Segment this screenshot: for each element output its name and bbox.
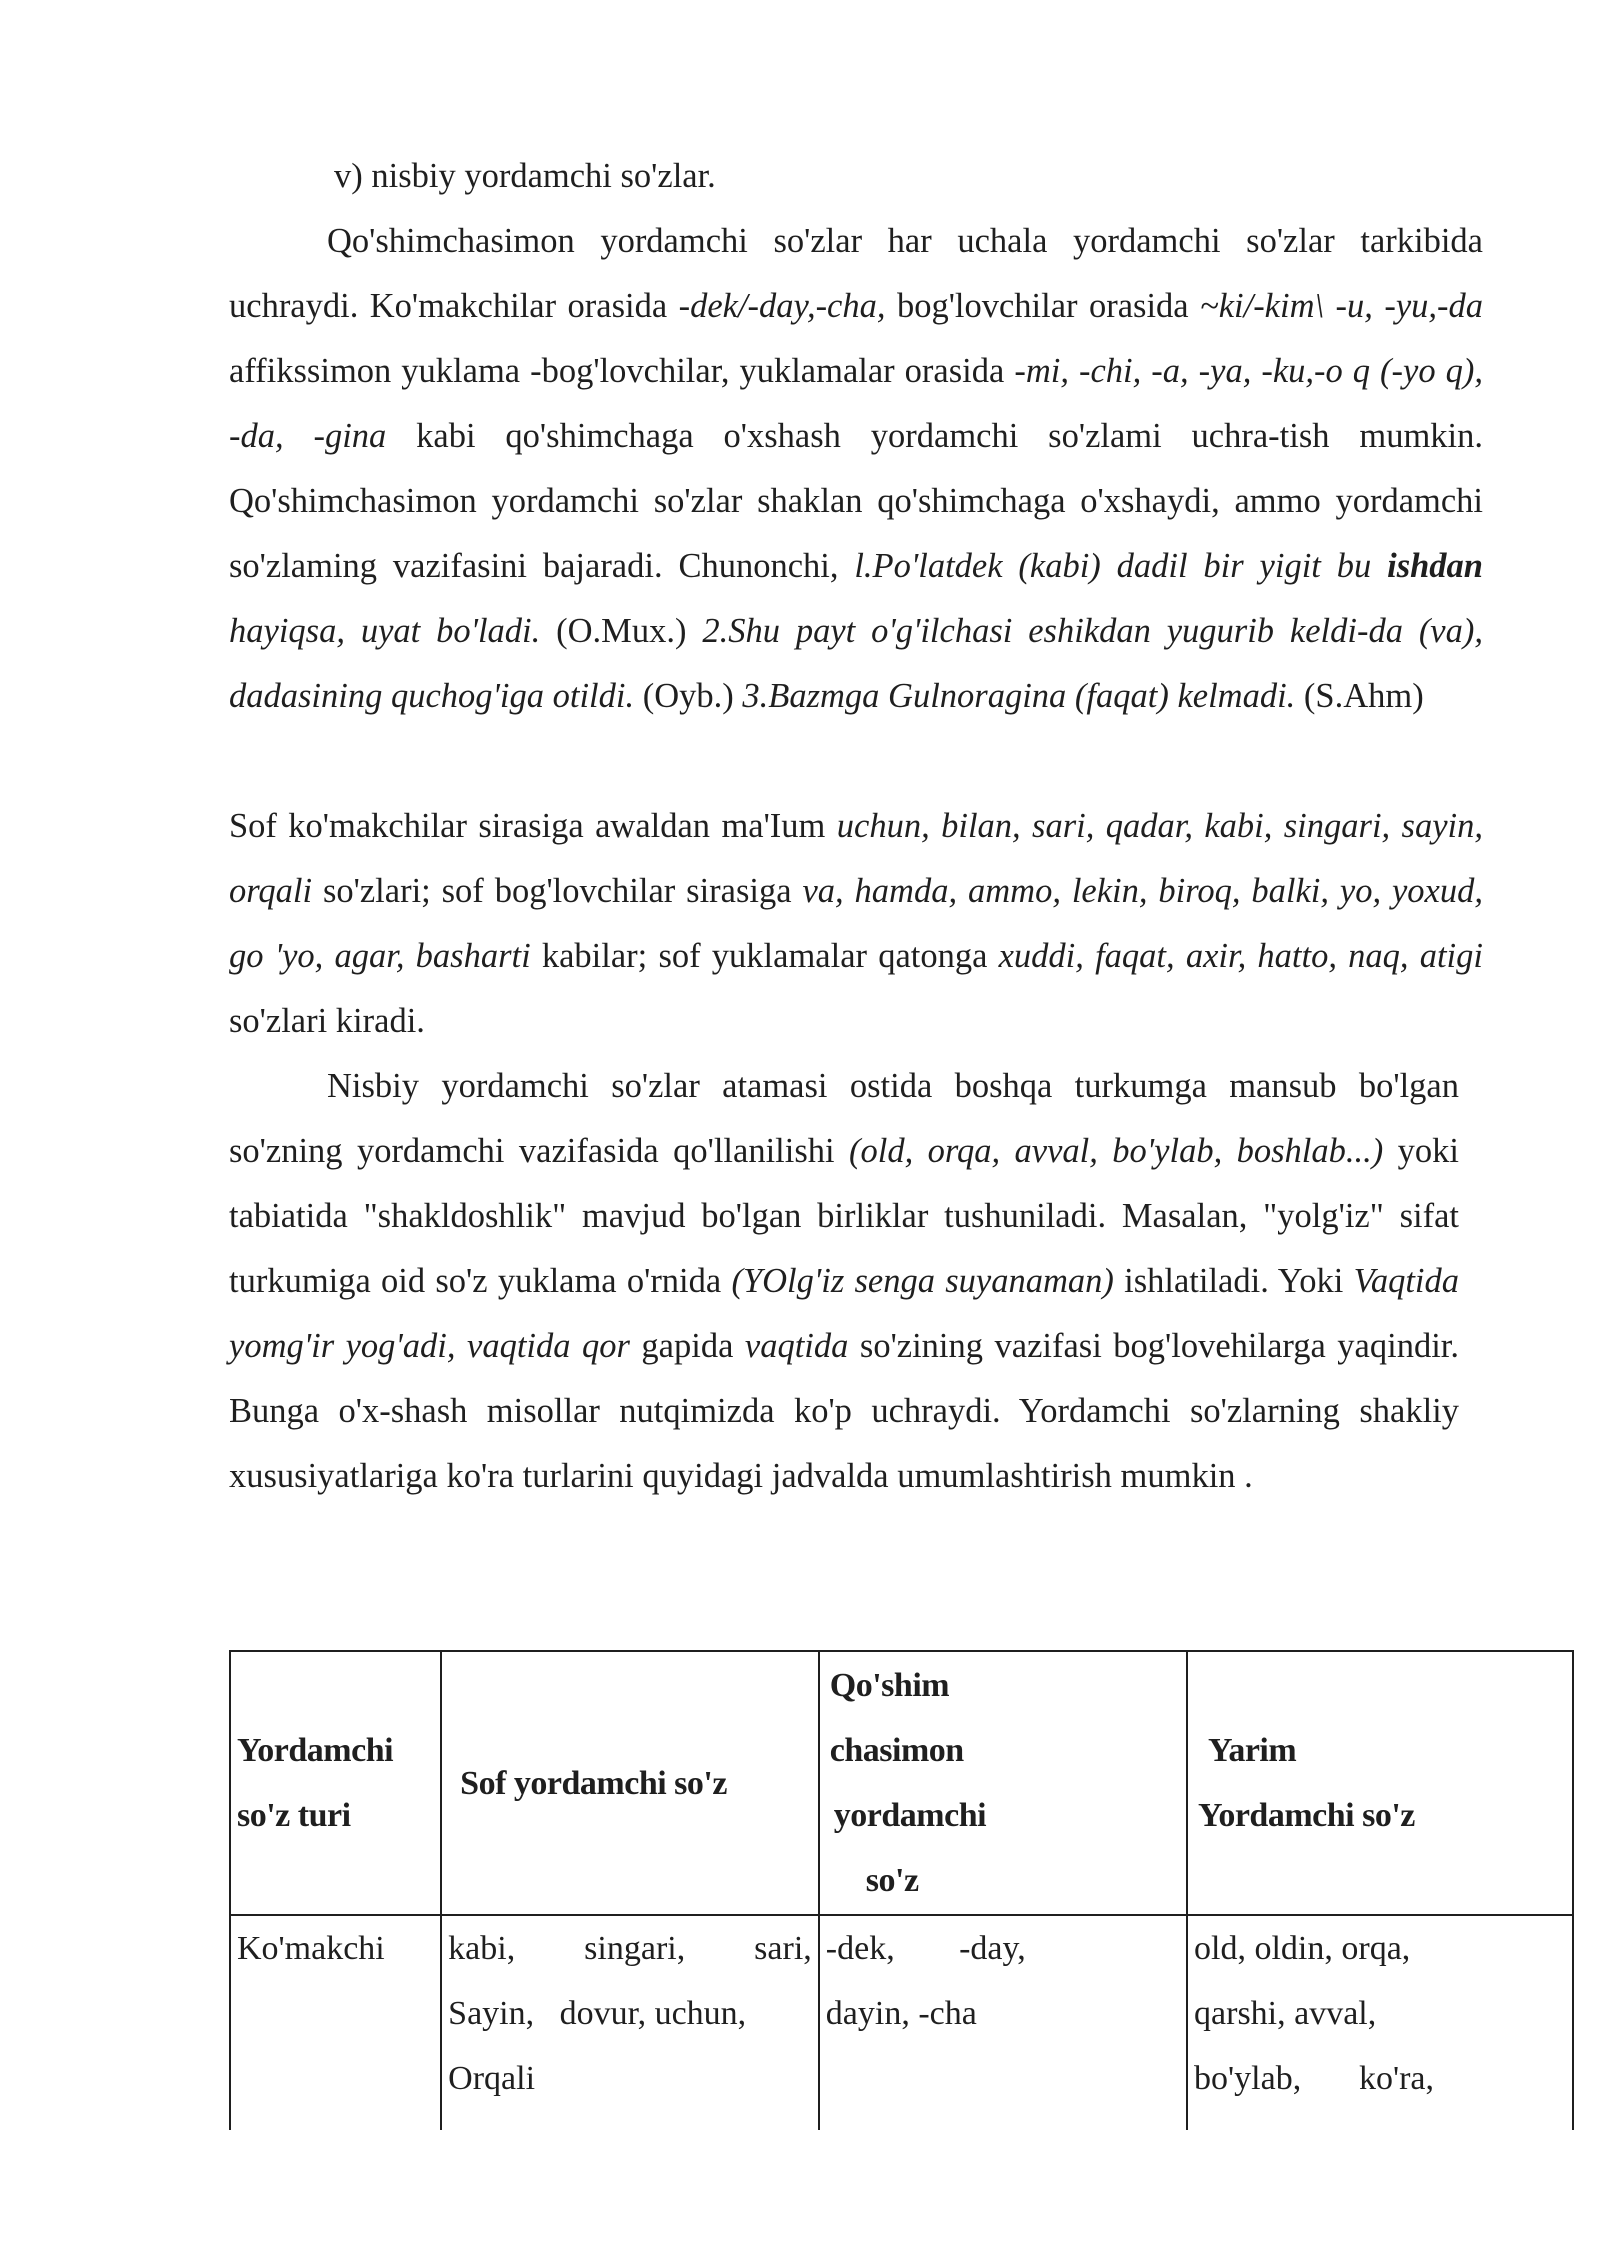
header-sof-yordamchi	[441, 1651, 819, 1915]
cell-line	[448, 1916, 812, 1981]
cell-word: -dek,	[825, 1930, 895, 1967]
text-run: kabilar; sof yuklamalar qatonga	[530, 937, 999, 975]
cell-word: Sayin,	[448, 1995, 535, 2032]
italic-run: va, hamda, ammo, lekin, biroq, balki, yo, yoxud, go 'yo, agar, basharti	[229, 872, 1483, 975]
header-qoshimchasimon	[819, 1651, 1187, 1915]
text-run: (S.Ahm)	[1295, 677, 1424, 715]
italic-run: hayiqsa, uyat bo'ladi.	[229, 612, 541, 650]
header-line: Qo'shim	[829, 1667, 950, 1704]
table-row	[230, 1915, 1573, 2130]
italic-run: 3.Bazmga Gulnoragina (faqat) kelmadi.	[742, 677, 1296, 715]
text-run: affikssimon yuklama -bog'lovchilar, yuklamalar orasida	[229, 352, 1015, 390]
italic-run: 2.Shu payt o'g'ilchasi eshikdan yugurib keldi-da (va), dadasining quchog'iga otildi.	[229, 612, 1483, 715]
italic-run: ishdan	[1387, 547, 1483, 585]
text-run: so'zlari; sof bog'lovchilar sirasiga	[312, 872, 803, 910]
text-run: (O.Mux.)	[540, 612, 703, 650]
cell-text: Ko'makchi	[237, 1930, 385, 1967]
italic-run: xuddi, faqat, axir, hatto, naq, atigi	[998, 937, 1483, 975]
italic-run: -dek/-day,-cha,	[678, 287, 886, 325]
header-line: Sof yordamchi so'z	[460, 1764, 727, 1802]
italic-run: Vaqtida yomg'ir yog'adi, vaqtida qor	[229, 1262, 1459, 1365]
header-line: so'z	[865, 1862, 919, 1899]
text-run: gapida	[629, 1327, 745, 1365]
list-item-nisbiy: v) nisbiy yordamchi so'zlar.	[334, 157, 716, 195]
cell-line: dayin, -cha	[825, 1995, 977, 2032]
cell-komakchi	[230, 1915, 441, 2130]
table-header-row	[230, 1651, 1573, 1915]
text-run: so'zlari kiradi.	[229, 1002, 425, 1040]
cell-word: dovur, uchun,	[559, 1995, 747, 2032]
cell-sof-examples	[441, 1915, 819, 2130]
header-line: Yarim	[1208, 1732, 1297, 1769]
cell-word: ko'ra,	[1358, 2060, 1435, 2097]
classification-table	[229, 1650, 1574, 2130]
cell-line: Orqali	[448, 2060, 536, 2097]
cell-word: sari,	[754, 1930, 812, 1967]
italic-run: (YOlg'iz senga suyanaman)	[731, 1262, 1114, 1300]
text-run: kabi qo'shimchaga o'xshash yordamchi so'zlami uchra-tish mumkin. Qo'shimchasimon yordamchi so'zlar shaklan qo'shimchaga o'xshaydi, ammo yordamchi so'zlaming vazifasini bajaradi. Chunonchi,	[229, 417, 1483, 585]
cell-word: -day,	[959, 1930, 1026, 1967]
italic-run: vaqtida	[744, 1327, 849, 1365]
cell-word: singari,	[584, 1930, 686, 1967]
header-yarim-yordamchi	[1187, 1651, 1573, 1915]
header-yordamchi-soz-turi	[230, 1651, 441, 1915]
paragraph-qoshimchasimon	[229, 209, 1483, 729]
italic-run: l.Po'latdek (kabi) dadil bir yigit bu	[854, 547, 1388, 585]
text-run: (Oyb.)	[634, 677, 743, 715]
text-run: Nisbiy yordamchi so'zlar atamasi ostida boshqa turkumga mansub bo'lgan so'zning yordamchi vazifasida qo'llanilishi	[229, 1067, 1459, 1170]
italic-run: (old, orqa, avval, bo'ylab, boshlab...)	[849, 1132, 1384, 1170]
cell-line	[448, 1981, 812, 2046]
header-line: Yordamchi so'z	[1198, 1797, 1415, 1834]
italic-run: ~ki/-kim\ -u, -yu,-da	[1200, 287, 1483, 325]
cell-word: bo'ylab,	[1194, 2060, 1302, 2097]
cell-yarim-examples	[1187, 1915, 1573, 2130]
text-run: so'zining vazifasi bog'lovehilarga yaqindir. Bunga o'x-shash misollar nutqimizda ko'p uchraydi. Yordamchi so'zlarning shakliy xususiyatlariga ko'ra turlarini quyidagi jadvalda umumlashtirish mumkin .	[229, 1327, 1460, 1495]
cell-line	[826, 1916, 1026, 1981]
italic-run: -mi, -chi, -a, -ya, -ku,-o q (-yo q), -da, -gina	[229, 352, 1483, 455]
header-line: yordamchi	[833, 1797, 987, 1834]
text-run: Qo'shimchasimon yordamchi so'zlar har uchala yordamchi so'zlar tarkibida uchraydi. Ko'makchilar orasida	[229, 222, 1483, 325]
text-run: ishlatiladi. Yoki	[1113, 1262, 1354, 1300]
italic-run: uchun, bilan, sari, qadar, kabi, singari, sayin, orqali	[229, 807, 1483, 910]
paragraph-nisbiy-yordamchi	[229, 1054, 1459, 1509]
cell-line: old, oldin, orqa,	[1194, 1930, 1411, 1967]
cell-qoshimchasimon-examples	[819, 1915, 1187, 2130]
paragraph-sof-komakchilar	[229, 794, 1483, 1054]
header-line: Yordamchi	[237, 1732, 394, 1769]
header-line: so'z turi	[237, 1797, 351, 1834]
text-run: Sof ko'makchilar sirasiga awaldan ma'Ium	[229, 807, 837, 845]
cell-word: kabi,	[448, 1930, 516, 1967]
text-run: yoki tabiatida "shakldoshlik" mavjud bo'lgan birliklar tushuniladi. Masalan, "yolg'iz" sifat turkumiga oid so'z yuklama o'rnida	[229, 1132, 1459, 1300]
cell-line: qarshi, avval,	[1194, 1995, 1377, 2032]
header-line: chasimon	[829, 1732, 964, 1769]
text-run: bog'lovchilar orasida	[885, 287, 1201, 325]
cell-line	[1194, 2046, 1434, 2111]
